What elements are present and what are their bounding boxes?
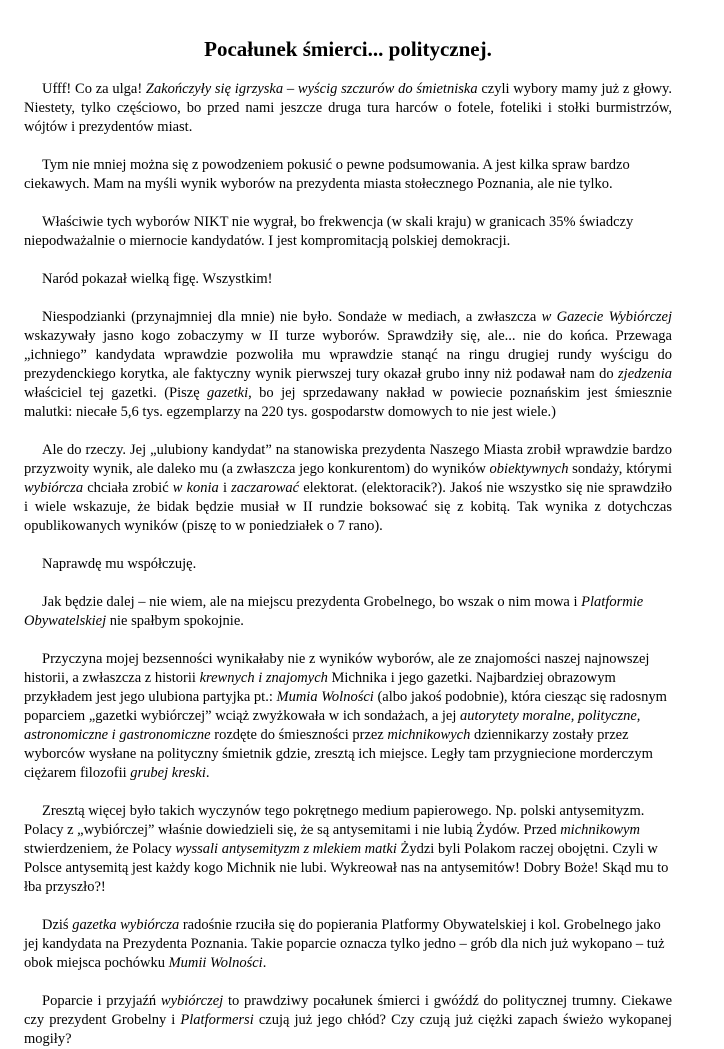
text-run: Zresztą więcej było takich wyczynów tego pokrętnego medium papierowego. Np. polski antysemityzm. Polacy z „wybiórczej” właśnie dowiedzieli się, że są antysemitami i nie lubią Żydów. Przed <box>24 803 645 838</box>
text-run: rozdęte do śmieszności przez <box>210 727 388 743</box>
italic-text: Zakończyły się igrzyska – wyścig szczurów do śmietniska <box>145 81 478 97</box>
italic-text: michnikowych <box>387 727 471 743</box>
paragraph <box>24 80 672 137</box>
paragraph <box>24 802 672 897</box>
italic-text: w Gazecie Wybiórczej <box>541 309 672 325</box>
text-run: . <box>262 955 267 971</box>
italic-text: Mumia Wolności <box>276 689 374 705</box>
text-run: Michnika i jego gazetki. Najbardziej obrazowym przykładem jest jego ulubiona partyjka pt.: <box>24 670 616 705</box>
text-run: czyli wybory mamy już z głowy. Niestety, tylko częściowo, bo przed nami jeszcze druga tura harców o fotele, foteliki i stołki burmistrzów, wójtów i prezydentów miast. <box>24 81 672 135</box>
text-run: Ale do rzeczy. Jej „ulubiony kandydat” na stanowiska prezydenta Naszego Miasta zrobił wprawdzie bardzo przyzwoity wynik, ale daleko mu (a zwłaszcza jego konkurentom) do wyników <box>24 442 672 477</box>
italic-text: wyssali antysemityzm z mlekiem matki <box>175 841 397 857</box>
italic-text: autorytety moralne, polityczne, astronomiczne i gastronomiczne <box>24 708 641 743</box>
text-run: i <box>218 480 232 496</box>
paragraph <box>24 270 672 289</box>
text-run: nie spałbym spokojnie. <box>106 613 244 629</box>
article-body <box>24 80 672 1049</box>
text-run: dziennikarzy zostały przez wyborców wysłane na polityczny śmietnik gdzie, zresztą ich miejsce. Legły tam przygniecione morderczym ciężarem filozofii <box>24 727 653 781</box>
text-run: Naprawdę mu współczuję. <box>42 556 197 572</box>
text-run: Jak będzie dalej – nie wiem, ale na miejscu prezydenta Grobelnego, bo wszak o nim mowa i <box>42 594 582 610</box>
text-run: właściciel tej gazetki. (Piszę <box>24 385 208 401</box>
italic-text: Platformie Obywatelskiej <box>24 594 644 629</box>
text-run: sondaży, którymi <box>568 461 672 477</box>
text-run: Poparcie i przyjaźń <box>42 993 161 1009</box>
text-run: Właściwie tych wyborów NIKT nie wygrał, bo frekwencja (w skali kraju) w granicach 35% świadczy niepodważalnie o miernocie kandydatów. I jest kompromitacją polskiej demokracji. <box>24 214 634 249</box>
page-title: Pocałunek śmierci... politycznej. <box>204 37 492 61</box>
paragraph <box>24 992 672 1049</box>
text-run: Dziś <box>42 917 73 933</box>
italic-text: zjedzenia <box>618 366 672 382</box>
text-run: . <box>205 765 210 781</box>
italic-text: wybiórcza <box>24 480 84 496</box>
text-run: , bo jej sprzedawany nakład w powiecie poznańskim jest śmiesznie malutki: niecałe 5,6 tys. egzemplarzy na 220 tys. gospodarstw domowych to nie jest wiele.) <box>24 385 672 420</box>
italic-text: grubej kreski <box>130 765 206 781</box>
text-run: wskazywały jasno kogo zobaczymy w II turze wyborów. Sprawdziły się, ale... nie do końca. Przewaga „ichniego” kandydata wprawdzie pozwoliła mu wprawdzie stanąć na ringu drugiej rundy wyścigu do prezydenckiego korytka, ale faktyczny wynik pierwszej tury okazał grubo inny niż podawał nam do <box>24 328 672 382</box>
text-run: Przyczyna mojej bezsenności wynikałaby nie z wyników wyborów, ale ze znajomości naszej najnowszej historii, a zwłaszcza z historii <box>24 651 650 686</box>
text-run: Tym nie mniej można się z powodzeniem pokusić o pewne podsumowania. A jest kilka spraw bardzo ciekawych. Mam na myśli wynik wyborów na prezydenta miasta stołecznego Poznania, ale nie tylko. <box>24 157 630 192</box>
italic-text: Mumii Wolności <box>168 955 263 971</box>
paragraph <box>24 650 672 783</box>
text-run: to prawdziwy pocałunek śmierci i gwóźdź do politycznej trumny. Ciekawe czy prezydent Grobelny i <box>24 993 673 1028</box>
paragraph <box>24 916 672 973</box>
italic-text: w konia <box>172 480 219 496</box>
paragraph <box>24 308 672 422</box>
text-run: (albo jakoś podobnie), która ciesząc się radosnym poparciem „gazetki wybiórczej” wciąż zwyżkowała w ich sondażach, a jej <box>24 689 667 724</box>
italic-text: wybiórczej <box>160 993 224 1009</box>
italic-text: zaczarować <box>231 480 300 496</box>
text-run: Niespodzianki (przynajmniej dla mnie) nie było. Sondaże w mediach, a zwłaszcza <box>42 309 542 325</box>
text-run: chciała zrobić <box>83 480 173 496</box>
text-run: stwierdzeniem, że Polacy <box>24 841 176 857</box>
italic-text: gazetki <box>207 385 249 401</box>
text-run: Żydzi byli Polakom raczej obojętni. Czyli w Polsce antysemitą jest każdy kogo Michnik nie lubi. Wykreował nas na antysemitów! Dobry Boże! Skąd mu to łba przyszło?! <box>24 841 669 895</box>
paragraph <box>24 441 672 536</box>
paragraph <box>24 213 672 251</box>
text-run: elektorat. (elektoracik?). Jakoś nie wszystko się nie sprawdziło i wiele wskazuje, że bidak będzie musiał w II rundzie boksować się z kobitą. Tak wynika z dotychczas opublikowanych wyników (piszę to w poniedziałek o 7 rano). <box>24 480 673 534</box>
paragraph <box>24 156 672 194</box>
italic-text: krewnych i znajomych <box>199 670 328 686</box>
text-run: Ufff! Co za ulga! <box>42 81 146 97</box>
text-run: radośnie rzuciła się do popierania Platformy Obywatelskiej i kol. Grobelnego jako jej kandydata na Prezydenta Poznania. Takie poparcie oznacza tylko jedno – grób dla nich już wykopano – tuż obok miejsca pochówku <box>24 917 665 971</box>
italic-text: gazetka wybiórcza <box>72 917 180 933</box>
italic-text: Platformersi <box>180 1012 254 1028</box>
paragraph <box>24 555 672 574</box>
italic-text: michnikowym <box>560 822 640 838</box>
text-run: czują już jego chłód? Czy czują już ciężki zapach świeżo wykopanej mogiły? <box>24 1012 672 1047</box>
paragraph <box>24 593 672 631</box>
italic-text: obiektywnych <box>489 461 569 477</box>
text-run: Naród pokazał wielką figę. Wszystkim! <box>42 271 273 287</box>
